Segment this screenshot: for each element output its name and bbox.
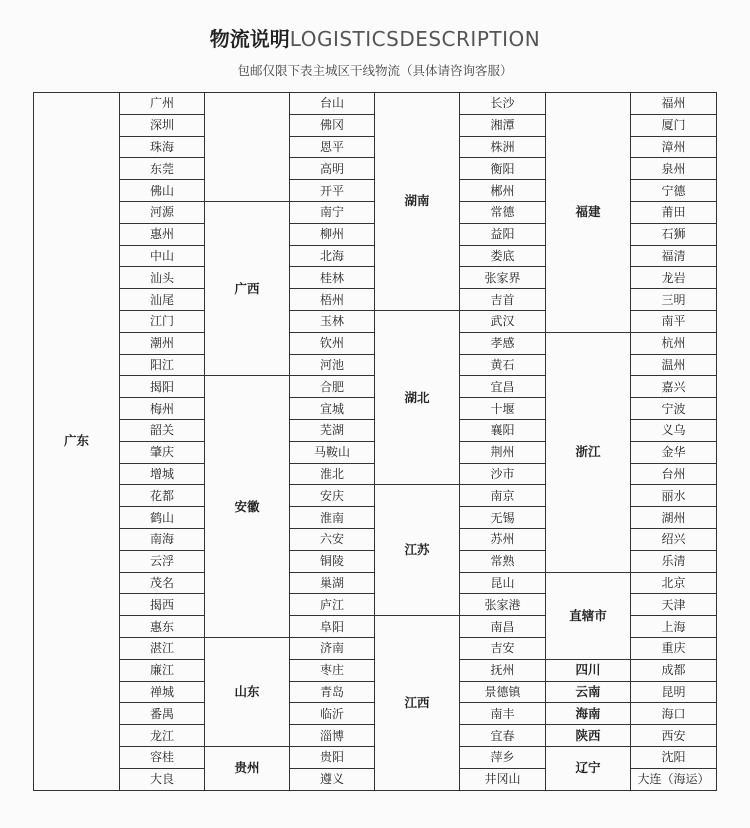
city-cell: 嘉兴 bbox=[631, 376, 717, 398]
city-cell: 淮南 bbox=[290, 507, 375, 529]
city-cell: 容桂 bbox=[120, 746, 205, 768]
city-cell: 温州 bbox=[631, 354, 717, 376]
province-cell: 安徽 bbox=[205, 376, 290, 638]
city-cell: 宁德 bbox=[631, 180, 717, 202]
city-cell: 宜昌 bbox=[460, 376, 546, 398]
province-cell: 海南 bbox=[546, 703, 631, 725]
city-cell: 铜陵 bbox=[290, 550, 375, 572]
city-cell: 西安 bbox=[631, 725, 717, 747]
city-cell: 肇庆 bbox=[120, 441, 205, 463]
city-cell: 莆田 bbox=[631, 201, 717, 223]
province-cell bbox=[205, 93, 290, 202]
city-cell: 湛江 bbox=[120, 637, 205, 659]
city-cell: 宜春 bbox=[460, 725, 546, 747]
city-cell: 湘潭 bbox=[460, 114, 546, 136]
city-cell: 漳州 bbox=[631, 136, 717, 158]
city-cell: 青岛 bbox=[290, 681, 375, 703]
city-cell: 成都 bbox=[631, 659, 717, 681]
city-cell: 益阳 bbox=[460, 223, 546, 245]
province-cell: 贵州 bbox=[205, 746, 290, 790]
city-cell: 庐江 bbox=[290, 594, 375, 616]
city-cell: 荆州 bbox=[460, 441, 546, 463]
city-cell: 中山 bbox=[120, 245, 205, 267]
city-cell: 梧州 bbox=[290, 289, 375, 311]
city-cell: 韶关 bbox=[120, 419, 205, 441]
province-cell: 湖南 bbox=[375, 93, 460, 311]
province-cell: 福建 bbox=[546, 93, 631, 333]
city-cell: 南宁 bbox=[290, 201, 375, 223]
city-cell: 河池 bbox=[290, 354, 375, 376]
city-cell: 南京 bbox=[460, 485, 546, 507]
city-cell: 大连（海运） bbox=[631, 768, 717, 790]
city-cell: 开平 bbox=[290, 180, 375, 202]
province-cell: 江苏 bbox=[375, 485, 460, 616]
logistics-table bbox=[33, 92, 717, 791]
city-cell: 南昌 bbox=[460, 616, 546, 638]
city-cell: 汕尾 bbox=[120, 289, 205, 311]
city-cell: 恩平 bbox=[290, 136, 375, 158]
city-cell: 张家港 bbox=[460, 594, 546, 616]
city-cell: 六安 bbox=[290, 528, 375, 550]
city-cell: 沈阳 bbox=[631, 746, 717, 768]
title-chinese: 物流说明 bbox=[209, 27, 290, 51]
city-cell: 吉安 bbox=[460, 637, 546, 659]
city-cell: 义乌 bbox=[631, 419, 717, 441]
city-cell: 龙江 bbox=[120, 725, 205, 747]
city-cell: 南海 bbox=[120, 528, 205, 550]
city-cell: 惠东 bbox=[120, 616, 205, 638]
city-cell: 钦州 bbox=[290, 332, 375, 354]
city-cell: 广州 bbox=[120, 93, 205, 115]
city-cell: 衡阳 bbox=[460, 158, 546, 180]
city-cell: 阳江 bbox=[120, 354, 205, 376]
city-cell: 台州 bbox=[631, 463, 717, 485]
city-cell: 海口 bbox=[631, 703, 717, 725]
city-cell: 宁波 bbox=[631, 398, 717, 420]
city-cell: 娄底 bbox=[460, 245, 546, 267]
city-cell: 长沙 bbox=[460, 93, 546, 115]
city-cell: 佛冈 bbox=[290, 114, 375, 136]
province-cell: 山东 bbox=[205, 637, 290, 746]
city-cell: 襄阳 bbox=[460, 419, 546, 441]
city-cell: 抚州 bbox=[460, 659, 546, 681]
city-cell: 阜阳 bbox=[290, 616, 375, 638]
province-cell: 浙江 bbox=[546, 332, 631, 572]
city-cell: 茂名 bbox=[120, 572, 205, 594]
city-cell: 福州 bbox=[631, 93, 717, 115]
page-header bbox=[0, 26, 750, 79]
city-cell: 常熟 bbox=[460, 550, 546, 572]
city-cell: 梅州 bbox=[120, 398, 205, 420]
city-cell: 重庆 bbox=[631, 637, 717, 659]
city-cell: 井冈山 bbox=[460, 768, 546, 790]
city-cell: 贵阳 bbox=[290, 746, 375, 768]
city-cell: 合肥 bbox=[290, 376, 375, 398]
city-cell: 宣城 bbox=[290, 398, 375, 420]
city-cell: 遵义 bbox=[290, 768, 375, 790]
city-cell: 马鞍山 bbox=[290, 441, 375, 463]
city-cell: 云浮 bbox=[120, 550, 205, 572]
city-cell: 萍乡 bbox=[460, 746, 546, 768]
city-cell: 南平 bbox=[631, 310, 717, 332]
city-cell: 无锡 bbox=[460, 507, 546, 529]
city-cell: 北京 bbox=[631, 572, 717, 594]
city-cell: 绍兴 bbox=[631, 528, 717, 550]
city-cell: 福清 bbox=[631, 245, 717, 267]
city-cell: 河源 bbox=[120, 201, 205, 223]
city-cell: 珠海 bbox=[120, 136, 205, 158]
city-cell: 武汉 bbox=[460, 310, 546, 332]
city-cell: 芜湖 bbox=[290, 419, 375, 441]
city-cell: 吉首 bbox=[460, 289, 546, 311]
city-cell: 孝感 bbox=[460, 332, 546, 354]
city-cell: 杭州 bbox=[631, 332, 717, 354]
city-cell: 潮州 bbox=[120, 332, 205, 354]
province-cell: 云南 bbox=[546, 681, 631, 703]
province-cell: 湖北 bbox=[375, 310, 460, 484]
city-cell: 惠州 bbox=[120, 223, 205, 245]
city-cell: 廉江 bbox=[120, 659, 205, 681]
city-cell: 乐清 bbox=[631, 550, 717, 572]
city-cell: 常德 bbox=[460, 201, 546, 223]
city-cell: 淄博 bbox=[290, 725, 375, 747]
city-cell: 淮北 bbox=[290, 463, 375, 485]
city-cell: 大良 bbox=[120, 768, 205, 790]
city-cell: 泉州 bbox=[631, 158, 717, 180]
city-cell: 昆明 bbox=[631, 681, 717, 703]
city-cell: 安庆 bbox=[290, 485, 375, 507]
city-cell: 高明 bbox=[290, 158, 375, 180]
city-cell: 昆山 bbox=[460, 572, 546, 594]
city-cell: 南丰 bbox=[460, 703, 546, 725]
city-cell: 玉林 bbox=[290, 310, 375, 332]
city-cell: 丽水 bbox=[631, 485, 717, 507]
city-cell: 揭阳 bbox=[120, 376, 205, 398]
province-cell: 陕西 bbox=[546, 725, 631, 747]
city-cell: 龙岩 bbox=[631, 267, 717, 289]
city-cell: 柳州 bbox=[290, 223, 375, 245]
city-cell: 石狮 bbox=[631, 223, 717, 245]
city-cell: 上海 bbox=[631, 616, 717, 638]
city-cell: 花都 bbox=[120, 485, 205, 507]
city-cell: 济南 bbox=[290, 637, 375, 659]
city-cell: 三明 bbox=[631, 289, 717, 311]
city-cell: 金华 bbox=[631, 441, 717, 463]
city-cell: 张家界 bbox=[460, 267, 546, 289]
city-cell: 天津 bbox=[631, 594, 717, 616]
city-cell: 郴州 bbox=[460, 180, 546, 202]
city-cell: 临沂 bbox=[290, 703, 375, 725]
logistics-table-body bbox=[34, 93, 717, 791]
province-cell: 辽宁 bbox=[546, 746, 631, 790]
city-cell: 东莞 bbox=[120, 158, 205, 180]
city-cell: 枣庄 bbox=[290, 659, 375, 681]
city-cell: 株洲 bbox=[460, 136, 546, 158]
province-cell: 四川 bbox=[546, 659, 631, 681]
province-cell: 直辖市 bbox=[546, 572, 631, 659]
province-cell: 广东 bbox=[34, 93, 120, 791]
city-cell: 台山 bbox=[290, 93, 375, 115]
city-cell: 苏州 bbox=[460, 528, 546, 550]
city-cell: 鹤山 bbox=[120, 507, 205, 529]
city-cell: 厦门 bbox=[631, 114, 717, 136]
province-cell: 江西 bbox=[375, 616, 460, 790]
city-cell: 汕头 bbox=[120, 267, 205, 289]
city-cell: 沙市 bbox=[460, 463, 546, 485]
city-cell: 巢湖 bbox=[290, 572, 375, 594]
city-cell: 禅城 bbox=[120, 681, 205, 703]
city-cell: 十堰 bbox=[460, 398, 546, 420]
page-title bbox=[0, 26, 750, 52]
city-cell: 佛山 bbox=[120, 180, 205, 202]
city-cell: 景德镇 bbox=[460, 681, 546, 703]
city-cell: 番禺 bbox=[120, 703, 205, 725]
province-cell: 广西 bbox=[205, 201, 290, 375]
city-cell: 江门 bbox=[120, 310, 205, 332]
city-cell: 北海 bbox=[290, 245, 375, 267]
page-subtitle: 包邮仅限下表主城区干线物流（具体请咨询客服） bbox=[237, 63, 513, 78]
city-cell: 深圳 bbox=[120, 114, 205, 136]
city-cell: 黄石 bbox=[460, 354, 546, 376]
city-cell: 揭西 bbox=[120, 594, 205, 616]
city-cell: 湖州 bbox=[631, 507, 717, 529]
table-row bbox=[34, 93, 717, 115]
title-english: LOGISTICSDESCRIPTION bbox=[289, 27, 541, 51]
city-cell: 增城 bbox=[120, 463, 205, 485]
city-cell: 桂林 bbox=[290, 267, 375, 289]
